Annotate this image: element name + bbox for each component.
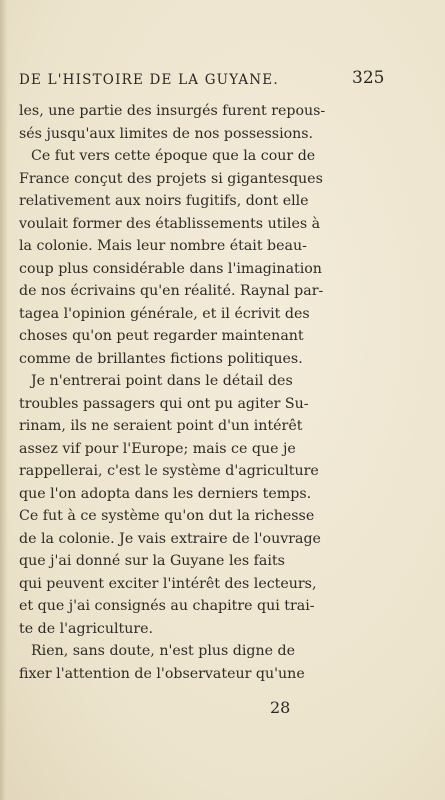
paragraph-start-line: Je n'entrerai point dans le détail des [31, 373, 293, 389]
text-line: France conçut des projets si gigantesques [19, 170, 323, 187]
page-gutter [0, 0, 7, 800]
paragraph-start-line: Ce fut vers cette époque que la cour de [31, 148, 316, 164]
text-line: de nos écrivains qu'en réalité. Raynal par- [19, 283, 324, 299]
text-line: rappellerai, c'est le système d'agriculture [19, 463, 319, 479]
text-line: que j'ai donné sur la Guyane les faits [19, 553, 285, 569]
text-line: la colonie. Mais leur nombre était beau- [19, 238, 307, 254]
text-line: fixer l'attention de l'observateur qu'une [19, 665, 305, 682]
text-line: coup plus considérable dans l'imagination [19, 260, 322, 277]
text-line: rinam, ils ne seraient point d'un intérêt [19, 418, 303, 434]
text-line: troubles passagers qui ont pu agiter Su- [19, 395, 309, 412]
text-line: assez vif pour l'Europe; mais ce que je [19, 440, 296, 457]
text-line: tagea l'opinion générale, et il écrivit des [19, 305, 310, 322]
text-line: te de l'agriculture. [19, 620, 154, 637]
text-line: que l'on adopta dans les derniers temps. [19, 485, 312, 502]
text-line: comme de brillantes fictions politiques. [19, 350, 303, 367]
text-line: relativement aux noirs fugitifs, dont elle [19, 193, 309, 209]
body-text [19, 100, 351, 685]
text-line: de la colonie. Je vais extraire de l'ouvrage [19, 530, 321, 547]
text-line: choses qu'on peut regarder maintenant [19, 328, 304, 344]
text-line: et que j'ai consignés au chapitre qui trai- [19, 598, 315, 614]
signature-mark: 28 [270, 698, 291, 717]
paragraph-start-line: Rien, sans doute, n'est plus digne de [31, 643, 296, 659]
text-line: Ce fut à ce système qu'on dut la richesse [19, 508, 315, 524]
text-line: sés jusqu'aux limites de nos possessions. [19, 125, 314, 142]
running-title: DE L'HISTOIRE DE LA GUYANE. [19, 72, 279, 88]
text-line: voulait former des établissements utiles à [19, 215, 321, 232]
text-line: qui peuvent exciter l'intérêt des lecteurs, [19, 575, 317, 592]
page-number: 325 [352, 68, 385, 88]
text-line: les, une partie des insurgés furent repous- [19, 103, 326, 119]
